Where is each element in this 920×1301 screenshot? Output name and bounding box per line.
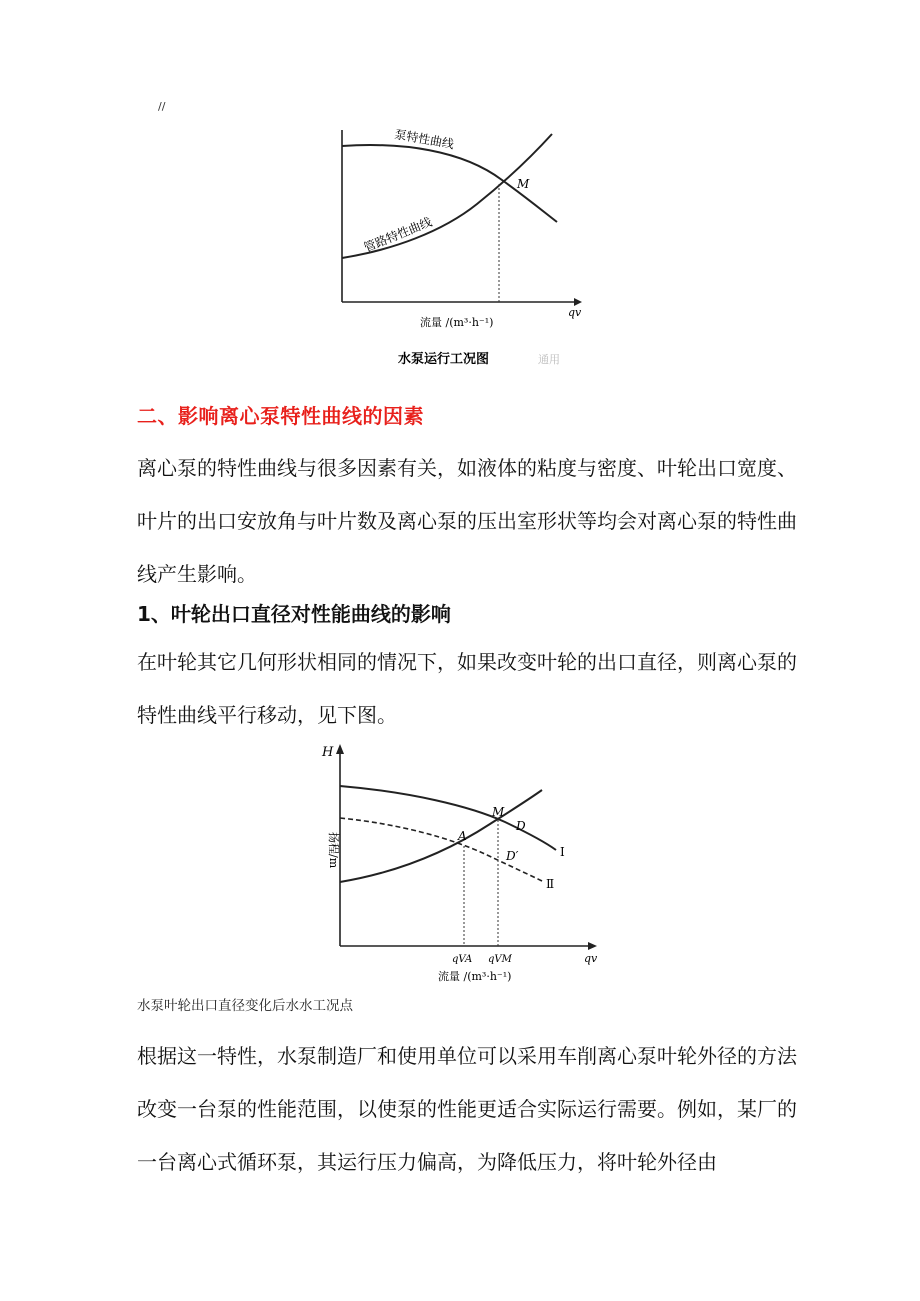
section-heading: 二、影响离心泵特性曲线的因素	[137, 404, 424, 428]
point-D-prime-label: D′	[506, 849, 519, 863]
tick-qVM: qVM	[488, 954, 512, 965]
figure-caption: 水泵运行工况图	[398, 352, 490, 367]
curve-I	[340, 786, 556, 850]
x-axis-symbol: qv	[584, 952, 598, 965]
x-axis-arrow	[574, 298, 582, 306]
figure-caption: 水泵叶轮出口直径变化后水水工况点	[137, 998, 353, 1014]
x-axis-label: 流量 /(m³·h⁻¹)	[420, 316, 494, 329]
point-M-label: M	[492, 805, 505, 819]
pump-curve-label: 泵特性曲线	[393, 127, 456, 152]
y-axis-arrow	[336, 744, 344, 754]
y-axis-label: 扬程/m	[327, 832, 340, 869]
paragraph-example: 根据这一特性，水泵制造厂和使用单位可以采用车削离心泵叶轮外径的方法改变一台泵的性能范围，以使泵的性能更适合实际运行需要。例如，某厂的一台离心式循环泵，其运行压力偏高，为降低压力，将叶轮外径由	[137, 1044, 797, 1174]
pipe-curve-label: 管路特性曲线	[361, 214, 434, 255]
paragraph-factors: 离心泵的特性曲线与很多因素有关，如液体的粘度与密度、叶轮出口宽度、叶片的出口安放角与叶片数及离心泵的压出室形状等均会对离心泵的特性曲线产生影响。	[137, 456, 797, 586]
paragraph-diameter: 在叶轮其它几何形状相同的情况下，如果改变叶轮的出口直径，则离心泵的特性曲线平行移动，见下图。	[137, 650, 797, 727]
figure-pump-operating-point	[312, 120, 592, 376]
point-D-label: D	[516, 819, 526, 833]
x-axis-arrow	[588, 942, 597, 950]
subsection-heading: 1、叶轮出口直径对性能曲线的影响	[137, 602, 451, 626]
x-axis-label: 流量 /(m³·h⁻¹)	[438, 970, 512, 983]
pipe-curve	[340, 790, 542, 882]
point-A-label: A	[458, 829, 467, 843]
figure-impeller-diameter	[300, 740, 610, 990]
tick-qVA: qVA	[452, 954, 473, 965]
y-axis-symbol: H	[322, 745, 334, 760]
operating-point-label: M	[517, 177, 530, 191]
top-mark: //	[158, 100, 166, 113]
watermark: 通用	[538, 353, 560, 366]
x-axis-symbol: qv	[568, 306, 582, 319]
curve-I-label: I	[560, 845, 565, 859]
curve-II-label: Ⅱ	[546, 877, 555, 891]
